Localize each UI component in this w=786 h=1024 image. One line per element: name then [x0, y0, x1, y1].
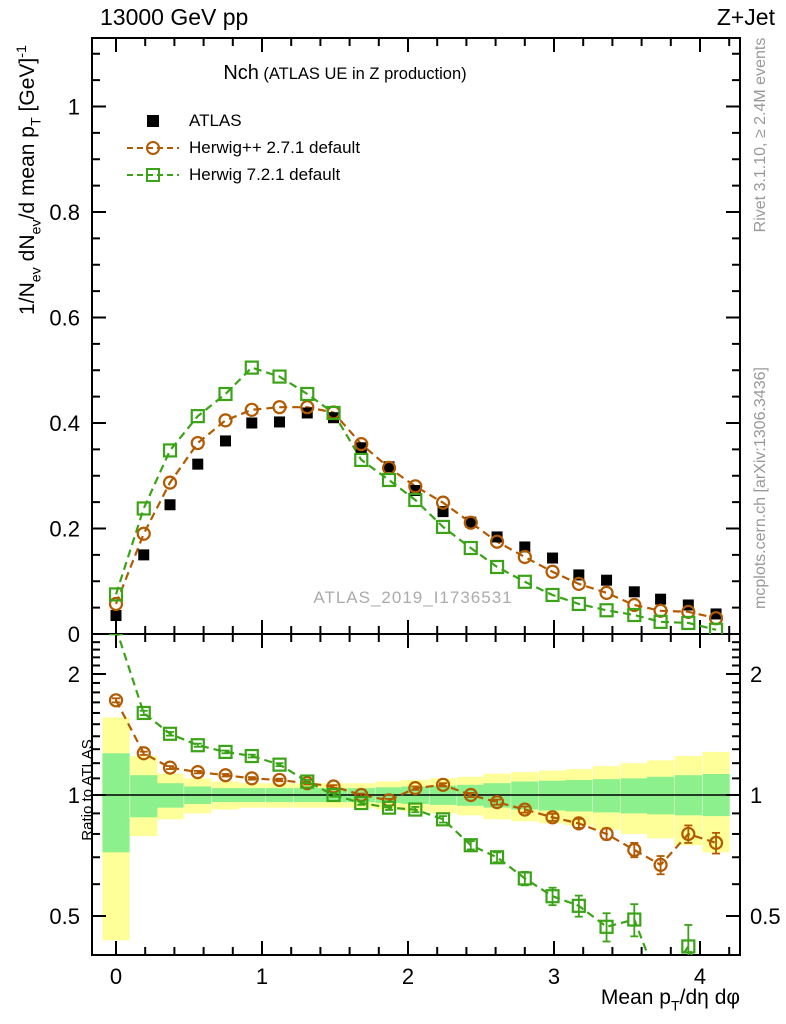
svg-text:0.5: 0.5: [750, 904, 781, 929]
mcplots-credit: mcplots.cern.ch [arXiv:1306.3436]: [752, 367, 769, 609]
svg-text:0.5: 0.5: [49, 904, 80, 929]
svg-text:1: 1: [67, 783, 80, 808]
process-label: Z+Jet: [716, 4, 775, 30]
legend-item: [126, 107, 360, 134]
svg-text:0: 0: [67, 622, 80, 647]
rivet-version-note: Rivet 3.1.10, ≥ 2.4M events: [752, 37, 769, 233]
y-axis-label-main: $1/N_{ev}$ $dN_{ev}/d$ mean $p_T$ [GeV]$^{-1}$: [14, 45, 45, 315]
beam-energy-label: 13000 GeV pp: [100, 4, 249, 30]
svg-text:0.2: 0.2: [49, 516, 80, 542]
analysis-id-watermark: ATLAS_2019_I1736531: [313, 588, 513, 607]
legend-label: Herwig++ 2.7.1 default: [189, 137, 361, 157]
x-axis-label: Mean $p_T/d\eta$ dφ: [600, 986, 740, 1015]
svg-text:2: 2: [401, 964, 415, 989]
legend-item: [126, 134, 360, 161]
svg-text:0: 0: [109, 964, 123, 989]
plot-title: [145, 62, 545, 85]
observable-name: Nch: [223, 62, 259, 84]
square-open-legend-marker-icon: [126, 163, 180, 187]
svg-text:0.8: 0.8: [49, 200, 80, 225]
svg-text:1: 1: [750, 783, 763, 808]
legend: [126, 107, 360, 188]
legend-label: ATLAS: [189, 110, 242, 130]
svg-text:3: 3: [547, 964, 561, 989]
svg-text:2: 2: [750, 662, 763, 687]
svg-text:0.4: 0.4: [49, 411, 80, 436]
legend-label: Herwig 7.2.1 default: [189, 164, 341, 184]
legend-item: [126, 161, 360, 188]
svg-text:4: 4: [693, 964, 707, 989]
square-filled-legend-marker-icon: [126, 109, 180, 133]
svg-text:2: 2: [67, 662, 80, 687]
svg-text:1: 1: [67, 94, 80, 120]
analysis-detail: (ATLAS UE in Z production): [263, 65, 467, 83]
svg-text:0.6: 0.6: [49, 305, 80, 331]
y-axis-label-ratio: Ratio to ATLAS: [79, 739, 96, 841]
svg-text:1: 1: [255, 964, 269, 989]
circle-open-legend-marker-icon: [126, 136, 180, 160]
